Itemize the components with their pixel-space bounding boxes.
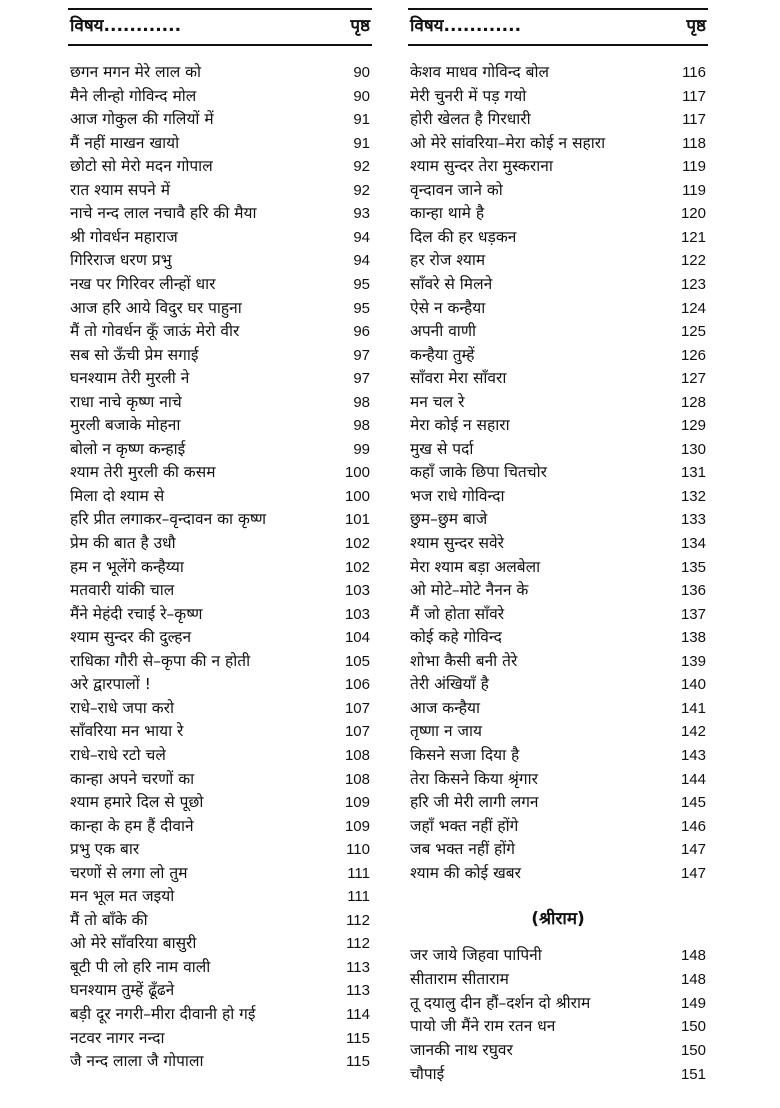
entry-title: श्याम सुन्दर सवेरे (410, 534, 504, 552)
entry-page-number: 107 (344, 699, 370, 717)
entry-title: आज कन्हैया (410, 698, 481, 717)
entry-page-number: 140 (680, 676, 706, 694)
entry-title: पायो जी मैंने राम रतन धन (410, 1017, 556, 1036)
entry-title: कहाँ जाके छिपा चितचोर (410, 463, 547, 482)
entry-title: हरि प्रीत लगाकर–वृन्दावन का कृष्ण (70, 510, 267, 529)
toc-entry (408, 791, 708, 815)
entry-title: श्याम तेरी मुरली की कसम (70, 463, 216, 482)
entry-page-number: 92 (353, 181, 370, 199)
entry-page-number: 128 (680, 393, 706, 411)
entry-page-number: 94 (353, 252, 370, 270)
toc-entry (408, 1039, 708, 1063)
entry-title: नख पर गिरिवर लीन्हों धार (70, 274, 216, 293)
entry-title: नाचे नन्द लाल नचावै हरि की मैया (70, 204, 257, 223)
toc-entry (408, 367, 708, 391)
entry-page-number: 102 (344, 558, 370, 576)
toc-entry (408, 391, 708, 415)
entry-title: बड़ी दूर नगरी–मीरा दीवानी हो गई (70, 1005, 256, 1023)
entry-title: तेरा किसने किया श्रृंगार (410, 769, 538, 788)
entry-title: जर जाये जिहवा पापिनी (410, 946, 542, 964)
toc-entry (68, 603, 372, 627)
top-rule (408, 8, 708, 10)
toc-entry (408, 838, 708, 862)
toc-entry (408, 626, 708, 650)
entry-title: श्याम सुन्दर तेरा मुस्कराना (410, 157, 553, 176)
entry-title: वृन्दावन जाने को (410, 180, 503, 199)
entry-title: हरि जी मेरी लागी लगन (410, 793, 539, 812)
entry-page-number: 121 (680, 228, 706, 246)
entry-title: मैं तो गोवर्धन कूँ जाऊं मेरो वीर (70, 322, 240, 341)
entry-page-number: 147 (680, 841, 706, 859)
page-header: पृष्ठ (350, 16, 370, 36)
entry-title: जब भक्त नहीं होंगे (410, 840, 515, 859)
toc-entry (408, 815, 708, 839)
entry-page-number: 103 (344, 582, 370, 600)
entry-title: श्याम हमारे दिल से पूछो (70, 793, 204, 812)
entry-page-number: 113 (346, 958, 370, 976)
entry-page-number: 111 (347, 864, 370, 882)
entry-title: बूटी पी लो हरि नाम वाली (70, 957, 211, 976)
entry-page-number: 148 (680, 970, 706, 988)
entry-page-number: 145 (680, 794, 706, 812)
entry-title: साँवरा मेरा साँवरा (410, 369, 507, 388)
entry-page-number: 115 (346, 1029, 370, 1047)
toc-entry (408, 1063, 708, 1087)
entry-page-number: 91 (353, 134, 370, 152)
entry-page-number: 95 (353, 299, 370, 317)
toc-entry (408, 226, 708, 250)
entry-title: हर रोज श्याम (410, 251, 486, 270)
toc-entry (68, 862, 372, 886)
toc-entry (408, 992, 708, 1016)
entry-page-number: 118 (682, 134, 706, 152)
toc-entry (68, 1003, 372, 1027)
toc-entry (68, 320, 372, 344)
toc-entry (408, 344, 708, 368)
toc-entry (68, 909, 372, 933)
entry-page-number: 150 (680, 1018, 706, 1036)
entry-title: मुरली बजाके मोहना (70, 416, 181, 435)
entry-page-number: 146 (680, 817, 706, 835)
entry-title: होरी खेलत है गिरधारी (410, 110, 531, 129)
toc-entry (408, 179, 708, 203)
toc-entry (68, 485, 372, 509)
entry-page-number: 136 (680, 582, 706, 600)
toc-entry (68, 61, 372, 85)
entry-page-number: 131 (680, 464, 706, 482)
entry-title: मैंने मेहंदी रचाई रे–कृष्ण (70, 604, 203, 623)
entry-title: श्याम सुन्दर की दुल्हन (70, 628, 192, 647)
entry-page-number: 126 (680, 346, 706, 364)
entry-title: कान्हा थामे है (410, 204, 485, 223)
entry-title: मैं तो बाँके की (70, 910, 148, 929)
entry-page-number: 149 (680, 994, 706, 1012)
header-rule (68, 44, 372, 46)
entry-page-number: 97 (353, 370, 370, 388)
entry-title: नटवर नागर नन्दा (70, 1028, 165, 1047)
toc-entry (408, 132, 708, 156)
entry-page-number: 135 (680, 558, 706, 576)
entry-title: मन चल रे (410, 392, 465, 411)
toc-entry (408, 968, 708, 992)
entry-page-number: 134 (680, 535, 706, 552)
entry-page-number: 107 (344, 723, 370, 741)
entry-title: मेरा कोई न सहारा (410, 416, 510, 435)
toc-entry (68, 932, 372, 956)
entry-title: जहाँ भक्त नहीं होंगे (410, 816, 519, 835)
entry-page-number: 108 (344, 770, 370, 788)
entry-title: आज गोकुल की गलियों में (70, 110, 214, 129)
entry-page-number: 98 (353, 417, 370, 435)
entry-page-number: 117 (682, 111, 706, 129)
toc-entry (68, 85, 372, 109)
entry-page-number: 114 (346, 1006, 370, 1023)
toc-entry (408, 108, 708, 132)
toc-entry (68, 461, 372, 485)
entry-title: श्री गोवर्धन महाराज (70, 227, 178, 246)
entry-page-number: 139 (680, 652, 706, 670)
toc-entry (68, 673, 372, 697)
toc-entry (68, 297, 372, 321)
toc-entry (68, 132, 372, 156)
header-rule (408, 44, 708, 46)
toc-entry (408, 273, 708, 297)
entry-title: मन भूल मत जइयो (70, 887, 175, 906)
toc-entry (408, 414, 708, 438)
entry-title: रात श्याम सपने में (70, 180, 170, 199)
entry-title: बोलो न कृष्ण कन्हाई (70, 439, 186, 458)
toc-entry (68, 815, 372, 839)
entry-title: किसने सजा दिया है (410, 745, 520, 764)
entry-page-number: 150 (680, 1042, 706, 1060)
toc-entry (408, 603, 708, 627)
entry-page-number: 148 (680, 947, 706, 964)
toc-entry (68, 414, 372, 438)
entry-title: मैने लीन्हो गोविन्द मोल (70, 86, 197, 105)
toc-entry (408, 438, 708, 462)
entry-title: जानकी नाथ रघुवर (410, 1041, 513, 1060)
entry-title: अरे द्वारपालों ! (70, 675, 151, 694)
entry-page-number: 124 (680, 299, 706, 317)
entry-page-number: 109 (344, 817, 370, 835)
toc-entry (408, 320, 708, 344)
entry-title: प्रेम की बात है उधौ (70, 534, 176, 552)
entry-title: राधे–राधे रटो चले (70, 745, 166, 764)
toc-entry (408, 297, 708, 321)
entry-page-number: 108 (344, 746, 370, 764)
entry-page-number: 151 (680, 1066, 706, 1083)
toc-entry (408, 862, 708, 886)
entry-page-number: 123 (680, 275, 706, 293)
entry-title: चरणों से लगा लो तुम (70, 863, 188, 882)
entry-page-number: 99 (353, 440, 370, 458)
entry-page-number: 112 (346, 911, 370, 929)
entry-title: कन्हैया तुम्हें (410, 345, 475, 364)
entry-title: छोटो सो मेरो मदन गोपाल (70, 157, 213, 176)
entry-title: मेरी चुनरी में पड़ गयो (410, 86, 527, 105)
entry-title: राधे–राधे जपा करो (70, 698, 174, 717)
toc-entry (68, 1027, 372, 1051)
entry-title: छगन मगन मेरे लाल को (70, 63, 202, 81)
toc-entry (68, 885, 372, 909)
entry-title: कोई कहे गोविन्द (410, 628, 502, 647)
toc-entry (408, 673, 708, 697)
entry-title: चौपाई (410, 1065, 445, 1083)
entry-page-number: 100 (344, 464, 370, 482)
entry-title: श्याम की कोई खबर (410, 863, 521, 882)
entry-title: जै नन्द लाला जै गोपाला (70, 1052, 204, 1071)
entry-title: मैं जो होता साँवरे (410, 604, 505, 623)
entry-title: छुम–छुम बाजे (410, 510, 488, 529)
entry-title: अपनी वाणी (410, 322, 477, 341)
entry-page-number: 109 (344, 794, 370, 812)
entry-page-number: 113 (346, 982, 370, 1000)
toc-entry (68, 202, 372, 226)
entry-title: ओ मेरे साँवरिया बासुरी (70, 934, 197, 953)
entry-page-number: 111 (347, 888, 370, 906)
entry-title: दिल की हर धड़कन (410, 227, 517, 246)
entry-page-number: 92 (353, 158, 370, 176)
toc-entry (68, 179, 372, 203)
entry-title: ओ मोटे–मोटे नैनन के (410, 581, 529, 600)
entry-title: हम न भूलेंगे कन्हैय्या (70, 557, 184, 576)
entry-page-number: 119 (682, 158, 706, 176)
entry-title: साँवरिया मन भाया रे (70, 722, 184, 741)
subject-header: विषय............ (410, 16, 522, 36)
entry-page-number: 138 (680, 629, 706, 647)
entry-page-number: 120 (680, 205, 706, 223)
toc-entry (68, 226, 372, 250)
entry-title: गिरिराज धरण प्रभु (70, 251, 172, 270)
entry-page-number: 95 (353, 275, 370, 293)
entry-page-number: 132 (680, 487, 706, 505)
entry-page-number: 103 (344, 605, 370, 623)
entry-page-number: 94 (353, 228, 370, 246)
entry-title: तेरी अंखियाँ है (410, 675, 489, 694)
entry-page-number: 119 (682, 181, 706, 199)
toc-entry (68, 438, 372, 462)
toc-entry (68, 155, 372, 179)
toc-entry (408, 556, 708, 580)
toc-entry (408, 202, 708, 226)
entry-page-number: 100 (344, 487, 370, 505)
toc-entry (408, 1015, 708, 1039)
entry-title: केशव माधव गोविन्द बोल (410, 63, 550, 81)
entry-title: घनश्याम तेरी मुरली ने (70, 369, 190, 388)
toc-entry (408, 697, 708, 721)
entry-page-number: 93 (353, 205, 370, 223)
entry-title: घनश्याम तुम्हें ढूँढने (70, 981, 175, 1000)
entry-page-number: 129 (680, 417, 706, 435)
entry-page-number: 102 (344, 535, 370, 552)
entry-title: आज हरि आये विदुर घर पाहुना (70, 298, 242, 317)
entry-title: राधिका गौरी से–कृपा की न होती (70, 651, 251, 670)
column-header (408, 13, 708, 41)
entry-title: तृष्णा न जाय (410, 722, 483, 741)
toc-entry (68, 979, 372, 1003)
top-rule (68, 8, 372, 10)
toc-entry (408, 61, 708, 85)
entry-page-number: 144 (680, 770, 706, 788)
toc-entry (68, 249, 372, 273)
toc-entry (408, 944, 708, 968)
toc-entry (68, 768, 372, 792)
entry-title: शोभा कैसी बनी तेरे (410, 651, 518, 670)
toc-entry (408, 720, 708, 744)
toc-entry (68, 744, 372, 768)
entry-title: साँवरे से मिलने (410, 274, 493, 293)
entry-page-number: 101 (344, 511, 370, 529)
toc-entry (408, 249, 708, 273)
toc-entry (68, 650, 372, 674)
toc-entry (68, 273, 372, 297)
toc-entry (408, 485, 708, 509)
toc-entry (68, 108, 372, 132)
entry-page-number: 91 (353, 111, 370, 129)
entry-page-number: 122 (680, 252, 706, 270)
entry-title: राधा नाचे कृष्ण नाचे (70, 392, 182, 411)
entry-page-number: 116 (682, 64, 706, 81)
toc-entry (68, 720, 372, 744)
toc-entry (68, 791, 372, 815)
entry-page-number: 90 (353, 87, 370, 105)
toc-entry (68, 344, 372, 368)
entry-page-number: 147 (680, 864, 706, 882)
entry-title: मैं नहीं माखन खायो (70, 133, 180, 152)
entry-page-number: 130 (680, 440, 706, 458)
entry-page-number: 104 (344, 629, 370, 647)
toc-entry (68, 697, 372, 721)
subject-header: विषय............ (70, 16, 182, 36)
entry-page-number: 127 (680, 370, 706, 388)
entry-page-number: 133 (680, 511, 706, 529)
entry-page-number: 117 (682, 87, 706, 105)
toc-entry (68, 579, 372, 603)
toc-entry (408, 508, 708, 532)
entry-title: मतवारी यांकी चाल (70, 581, 175, 600)
entry-page-number: 143 (680, 746, 706, 764)
toc-entry (68, 956, 372, 980)
entry-page-number: 90 (353, 64, 370, 81)
toc-entry (408, 85, 708, 109)
entry-page-number: 115 (346, 1053, 370, 1071)
entry-page-number: 110 (346, 841, 370, 859)
entry-page-number: 105 (344, 652, 370, 670)
toc-entry (408, 744, 708, 768)
toc-entry (68, 838, 372, 862)
entry-page-number: 137 (680, 605, 706, 623)
entry-page-number: 106 (344, 676, 370, 694)
toc-entry (68, 1050, 372, 1074)
toc-entry (68, 367, 372, 391)
toc-entry (68, 532, 372, 556)
toc-entry (68, 391, 372, 415)
entry-page-number: 96 (353, 323, 370, 341)
toc-entry (68, 556, 372, 580)
entry-title: मेरा श्याम बड़ा अलबेला (410, 557, 541, 576)
toc-entry (408, 579, 708, 603)
toc-entry (408, 768, 708, 792)
entry-title: भज राधे गोविन्दा (410, 486, 505, 505)
entry-title: सब सो ऊँची प्रेम सगाई (70, 345, 199, 364)
entry-title: सीताराम सीताराम (410, 969, 509, 988)
entry-title: मुख से पर्दा (410, 439, 474, 458)
section-heading-shriram: (श्रीराम) (531, 909, 585, 929)
entry-title: तू दयालु दीन हौं–दर्शन दो श्रीराम (410, 993, 591, 1012)
entry-page-number: 125 (680, 323, 706, 341)
toc-entry (68, 626, 372, 650)
entry-title: कान्हा के हम हैं दीवाने (70, 816, 194, 835)
entry-page-number: 141 (680, 699, 706, 717)
entry-page-number: 98 (353, 393, 370, 411)
page-header: पृष्ठ (686, 16, 706, 36)
toc-entry (408, 155, 708, 179)
column-header (68, 13, 372, 41)
toc-entry (68, 508, 372, 532)
entry-page-number: 97 (353, 346, 370, 364)
toc-entry (408, 461, 708, 485)
entry-title: ओ मेरे सांवरिया–मेरा कोई न सहारा (410, 133, 606, 152)
entry-title: मिला दो श्याम से (70, 486, 165, 505)
entry-page-number: 112 (346, 935, 370, 953)
entry-title: ऐसे न कन्हैया (410, 298, 486, 317)
toc-entry (408, 650, 708, 674)
entry-title: प्रभु एक बार (70, 840, 140, 859)
entry-page-number: 142 (680, 723, 706, 741)
toc-entry (408, 532, 708, 556)
entry-title: कान्हा अपने चरणों का (70, 769, 195, 788)
